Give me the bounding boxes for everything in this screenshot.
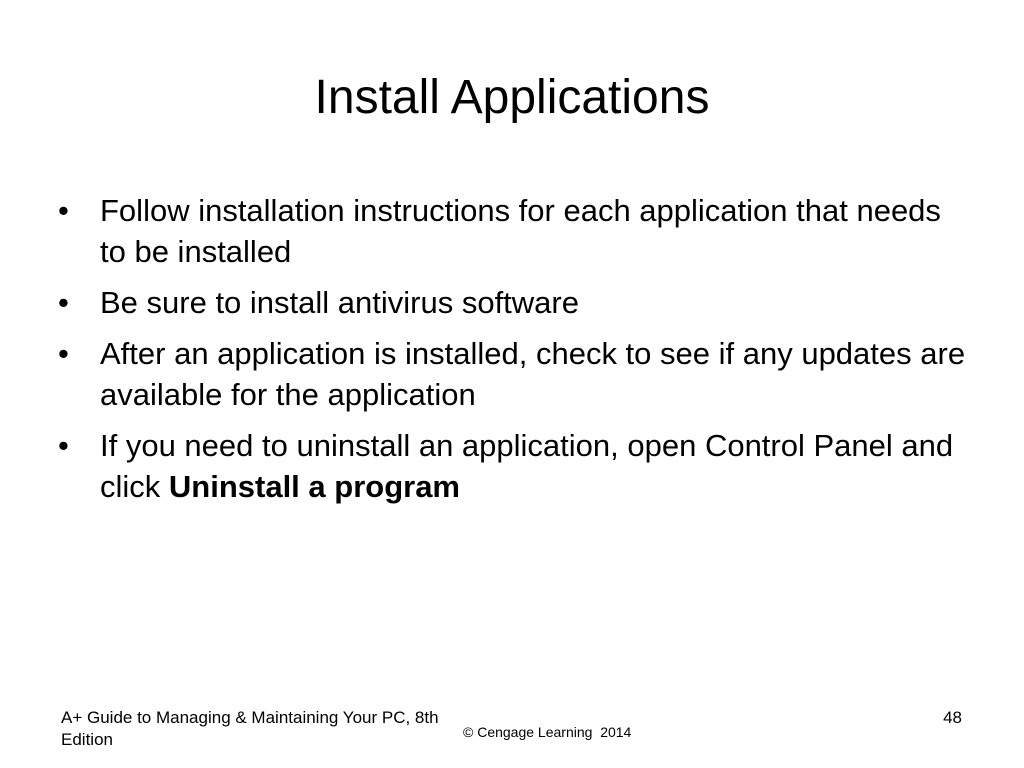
slide-title: Install Applications <box>314 71 710 124</box>
bullet-item <box>52 333 972 415</box>
bullet-list <box>52 190 972 517</box>
bullet-dot-icon: • <box>58 193 69 228</box>
bullet-text: After an application is installed, check to see if any updates are available for the application <box>100 336 966 412</box>
bullet-item <box>52 425 972 507</box>
bullet-bold-text: Uninstall a program <box>168 469 460 504</box>
bullet-text: Be sure to install antivirus software <box>100 285 579 320</box>
bullet-item <box>52 190 972 272</box>
bullet-text: Follow installation instructions for each application that needs to be installed <box>100 193 941 269</box>
bullet-text: If you need to uninstall an application, open Control Panel and click <box>100 428 954 504</box>
footer-copyright: © Cengage Learning 2014 <box>463 724 632 740</box>
footer-book-title: A+ Guide to Managing & Maintaining Your PC, 8th Edition <box>61 708 439 749</box>
bullet-item <box>52 282 972 323</box>
bullet-dot-icon: • <box>58 285 69 320</box>
page-number: 48 <box>943 708 962 727</box>
bullet-dot-icon: • <box>58 336 69 371</box>
bullet-dot-icon: • <box>58 428 69 463</box>
